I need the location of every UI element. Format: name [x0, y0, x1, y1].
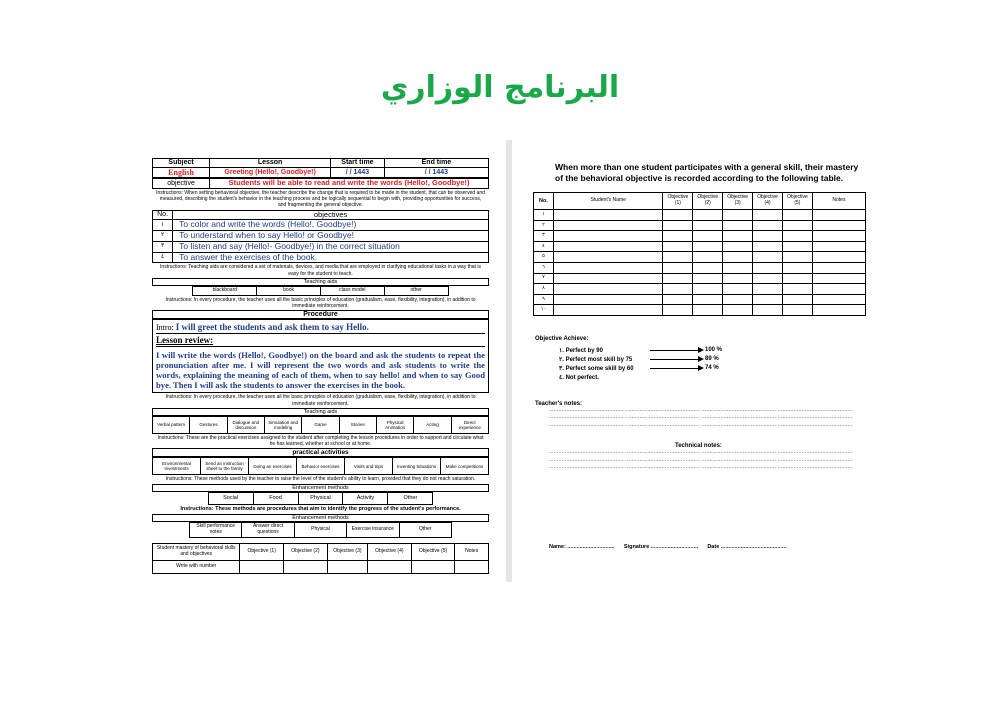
teaching-aids-2-table — [152, 416, 489, 434]
evaluation-cell: Exercise insurance — [347, 522, 399, 537]
tracking-cell[interactable] — [782, 220, 812, 231]
aid2-cell: Simulation and modeling — [264, 416, 301, 433]
instructions-evaluation: Instructions: These methods are procedures that aim to identify the progress of the student's performance. — [180, 505, 461, 512]
aid2-cell: Acting — [414, 416, 451, 433]
instructions-activities: Instructions: These are the practical exercises assigned to the student after completing the lesson procedures in order to support and circulate what he has learned, whether at school or at home. — [157, 434, 484, 448]
evaluation-table — [189, 522, 452, 538]
instructions-enhancement: Instructions: These methods used by the teacher to raise the level of the student's ability to learn, provided that they do not reach saturation. — [165, 476, 476, 483]
tracking-cell[interactable] — [553, 273, 663, 284]
row-number: ١ — [534, 210, 554, 221]
enhancement-cell: Physical — [298, 492, 343, 504]
enhancement-table — [208, 492, 434, 505]
tracking-cell[interactable] — [553, 305, 663, 316]
tracking-cell[interactable] — [553, 284, 663, 295]
tracking-cell[interactable] — [812, 262, 865, 273]
tracking-cell[interactable] — [723, 305, 753, 316]
achieve-label: ٣. Perfect some skill by 60 — [559, 365, 634, 372]
col-objective: Objective (5) — [782, 193, 812, 210]
mastery-col: Objective (3) — [327, 543, 367, 560]
col-notes: Notes — [812, 193, 865, 210]
mastery-cell — [327, 560, 367, 573]
page-title: البرنامج الوزاري — [380, 70, 620, 105]
tracking-cell[interactable] — [812, 210, 865, 221]
teacher-notes-line[interactable]: ............................................... ............................................... ............................................... ............................................... — [549, 406, 853, 413]
tracking-cell[interactable] — [753, 305, 783, 316]
mastery-cell — [368, 560, 412, 573]
activity-cell: Send an instruction sheet to the family — [201, 458, 249, 475]
objective-item — [153, 241, 489, 252]
col-student-name: Student's Name — [553, 193, 663, 210]
tracking-cell[interactable] — [693, 284, 723, 295]
aid2-cell: Verbal pattern — [153, 416, 190, 433]
objective-item-text: To listen and say (Hello!- Goodbye!) in the correct situation — [173, 241, 489, 252]
mastery-cell — [455, 560, 489, 573]
objectives-header: objectives — [173, 210, 489, 220]
tracking-cell[interactable] — [812, 284, 865, 295]
evaluation-cell: Skill performance notes — [190, 522, 242, 537]
tracking-cell[interactable] — [553, 252, 663, 263]
row-number: ٩ — [534, 294, 554, 305]
activity-cell: Doing an exercises — [249, 458, 297, 475]
lesson-review-label: Lesson review: — [156, 334, 485, 347]
tracking-cell[interactable] — [693, 231, 723, 242]
col-objective: Objective (4) — [753, 193, 783, 210]
row-number: ٦ — [534, 262, 554, 273]
tracking-cell[interactable] — [782, 284, 812, 295]
tracking-cell[interactable] — [723, 210, 753, 221]
tracking-cell[interactable] — [693, 294, 723, 305]
intro-label: Intro: — [156, 323, 174, 333]
tracking-cell[interactable] — [723, 273, 753, 284]
tracking-cell[interactable] — [553, 210, 663, 221]
evaluation-cell: Other — [399, 522, 451, 537]
objective-item — [153, 220, 489, 231]
intro-line — [156, 321, 485, 334]
aid2-cell: Dialogue and discussion — [227, 416, 264, 433]
tracking-cell[interactable] — [663, 252, 693, 263]
tracking-cell[interactable] — [663, 262, 693, 273]
instructions-aids: Instructions: Teaching aids are considered a set of materials, devices, and media that are employed in clarifying educational tasks in a way that is easy for the student to teach. — [160, 264, 481, 277]
tracking-cell[interactable] — [693, 262, 723, 273]
tracking-cell[interactable] — [723, 241, 753, 252]
instructions-procedure: Instructions: In every procedure, the teacher uses all the basic principles of education (gradualism, ease, flexibility, integration), in addition to immediate reinforcement. — [165, 296, 476, 310]
mastery-col: Notes — [455, 543, 489, 560]
tracking-cell[interactable] — [753, 252, 783, 263]
aid2-cell: Gestures — [190, 416, 227, 433]
end-time-header: End time — [384, 159, 488, 168]
tracking-cell[interactable] — [812, 294, 865, 305]
achieve-row — [535, 374, 866, 383]
tracking-cell[interactable] — [753, 284, 783, 295]
objective-achieve — [533, 336, 866, 383]
mastery-cell — [411, 560, 455, 573]
mastery-col: Objective (2) — [284, 543, 328, 560]
tracking-cell[interactable] — [812, 231, 865, 242]
teaching-aids-table — [192, 286, 448, 296]
tracking-row — [534, 231, 866, 242]
objective-item-text: To answer the exercises of the book. — [173, 252, 489, 263]
tracking-cell[interactable] — [723, 284, 753, 295]
teaching-aids-title: Teaching aids — [152, 278, 489, 286]
signature-field[interactable]: Signature ............................... — [623, 544, 699, 550]
tracking-table — [533, 192, 866, 316]
start-time-value: / / 1443 — [331, 168, 385, 178]
achieve-pct: 100 % — [705, 346, 723, 353]
subject-header: Subject — [153, 159, 210, 168]
tracking-row — [534, 241, 866, 252]
objective-label: objective — [153, 179, 210, 189]
tracking-row — [534, 294, 866, 305]
mastery-col: Objective (5) — [411, 543, 455, 560]
tracking-row — [534, 273, 866, 284]
tracking-cell[interactable] — [663, 241, 693, 252]
lesson-review-text: I will write the words (Hello!, Goodbye!) on the board and ask the students to repeat the pronunciation after me. I will represent the two words and ask students to write the words, explaining the meaning of each of them, when to say hello! and when to say Good bye. Then I will ask the students to answer the exercises in the book. — [156, 350, 485, 391]
tracking-row — [534, 252, 866, 263]
arrow-icon — [650, 368, 702, 369]
tracking-cell[interactable] — [663, 305, 693, 316]
tracking-cell[interactable] — [663, 294, 693, 305]
tracking-cell[interactable] — [782, 210, 812, 221]
arrow-icon — [650, 350, 702, 351]
activity-cell: Visits and trips — [345, 458, 393, 475]
activity-cell: Make competitions — [441, 458, 489, 475]
page-divider — [506, 140, 512, 582]
activity-cell: Behavior exercises — [297, 458, 345, 475]
procedure-box — [152, 319, 489, 393]
row-number: ٧ — [534, 273, 554, 284]
achieve-title: Objective Achieve: — [535, 335, 589, 342]
activity-cell: Inventing Situations — [393, 458, 441, 475]
evaluation-cell: Answer direct questions — [242, 522, 294, 537]
tracking-cell[interactable] — [782, 305, 812, 316]
tracking-cell[interactable] — [723, 294, 753, 305]
technical-notes-line[interactable]: ............................................... ............................................... ............................................... ............................................... — [549, 449, 853, 456]
tracking-row — [534, 210, 866, 221]
tracking-cell[interactable] — [723, 220, 753, 231]
technical-notes-line[interactable]: ............................................... ............................................... ............................................... ............................................... — [549, 464, 853, 471]
achieve-pct: 74 % — [705, 364, 719, 371]
write-number-label: Write with number — [153, 560, 240, 573]
tracking-row — [534, 305, 866, 316]
tracking-cell[interactable] — [782, 294, 812, 305]
tracking-cell[interactable] — [782, 231, 812, 242]
tracking-cell[interactable] — [812, 252, 865, 263]
lesson-plan-page — [152, 158, 489, 574]
aid-cell: book — [257, 286, 321, 295]
name-field[interactable]: Name: ............................... — [549, 544, 615, 550]
tracking-cell[interactable] — [753, 273, 783, 284]
end-time-value: / / 1443 — [384, 168, 488, 178]
tracking-cell[interactable] — [782, 252, 812, 263]
technical-notes-line[interactable]: ............................................... ............................................... ............................................... ............................................... — [549, 456, 853, 463]
instructions-procedure-2: Instructions: In every procedure, the teacher uses all the basic principles of education (gradualism, ease, flexibility, integration), in addition to immediate reinforcement. — [165, 394, 476, 407]
aid-cell: class model — [320, 286, 384, 295]
tracking-cell[interactable] — [812, 273, 865, 284]
teaching-aids-2-title: Teaching aids — [152, 408, 489, 416]
tracking-cell[interactable] — [693, 305, 723, 316]
teacher-notes-label: Teacher's notes: — [535, 400, 582, 407]
objective-item-text: To color and write the words (Hello!, Goodbye!) — [173, 220, 489, 231]
aid2-cell: Direct experience — [451, 416, 488, 433]
objective-row — [152, 178, 489, 189]
tracking-cell[interactable] — [753, 241, 783, 252]
tracking-row — [534, 220, 866, 231]
mastery-cell — [240, 560, 284, 573]
row-number: ٢ — [534, 220, 554, 231]
objective-number: ٤ — [153, 252, 173, 263]
col-objective: Objective (2) — [693, 193, 723, 210]
enhancement-cell: Food — [253, 492, 298, 504]
tracking-cell[interactable] — [723, 262, 753, 273]
achieve-row — [535, 356, 866, 365]
achieve-label: ٤. Not perfect. — [559, 374, 599, 381]
objectives-table — [152, 210, 489, 264]
achieve-label: ٢. Perfect most skill by 75 — [559, 356, 633, 363]
tracking-page — [533, 158, 866, 550]
evaluation-cell: Physical — [294, 522, 346, 537]
tracking-cell[interactable] — [753, 294, 783, 305]
procedure-title: Procedure — [152, 310, 489, 319]
teacher-notes-line[interactable]: ............................................... ............................................... ............................................... ............................................... — [549, 414, 853, 421]
col-objective: Objective (1) — [663, 193, 693, 210]
objective-text: Students will be able to read and write the words (Hello!, Goodbye!) — [210, 179, 489, 189]
tracking-cell[interactable] — [693, 241, 723, 252]
date-field[interactable]: Date ........................................... — [707, 544, 787, 550]
tracking-cell[interactable] — [663, 231, 693, 242]
tracking-cell[interactable] — [812, 305, 865, 316]
row-number: ٨ — [534, 284, 554, 295]
mastery-col: Objective (4) — [368, 543, 412, 560]
tracking-cell[interactable] — [693, 273, 723, 284]
achieve-pct: 89 % — [705, 355, 719, 362]
teacher-notes-line[interactable]: ............................................... ............................................... ............................................... ............................................... — [549, 421, 853, 428]
row-number: ٣ — [534, 231, 554, 242]
tracking-cell[interactable] — [782, 262, 812, 273]
aid2-cell: Game — [302, 416, 339, 433]
tracking-cell[interactable] — [693, 220, 723, 231]
arrow-icon — [650, 359, 702, 360]
activities-title: practical activities — [152, 448, 489, 457]
intro-text: I will greet the students and ask them to say Hello. — [175, 322, 369, 333]
enhancement-title: Enhancement methods — [152, 484, 489, 492]
technical-notes-label: Technical notes: — [675, 443, 722, 450]
tracking-row — [534, 262, 866, 273]
lesson-value: Greeting (Hello!, Goodbye!) — [210, 168, 331, 178]
aid-cell: blackboard — [193, 286, 257, 295]
col-objective: Objective (3) — [723, 193, 753, 210]
start-time-header: Start time — [331, 159, 385, 168]
tracking-rows — [534, 210, 866, 316]
tracking-cell[interactable] — [753, 220, 783, 231]
tracking-cell[interactable] — [753, 262, 783, 273]
tracking-cell[interactable] — [723, 252, 753, 263]
aid-cell: other — [384, 286, 448, 295]
enhancement-cell: Activity — [343, 492, 388, 504]
activity-cell: Environmental Investments — [153, 458, 201, 475]
tracking-cell[interactable] — [553, 262, 663, 273]
tracking-cell[interactable] — [753, 210, 783, 221]
achieve-row — [535, 365, 866, 374]
achieve-label: ١. Perfect by 90 — [559, 347, 603, 354]
aid2-cell: Physical Animation — [376, 416, 413, 433]
signature-line — [549, 544, 787, 550]
mastery-label: Student mastery of behavioral skills and objectives — [153, 543, 240, 560]
instructions-behavioral: Instructions: When setting behavioral objective, the teacher describe the change that is required to be made in the student, that can be observed and measured, describing the student's behavior in the teaching process and be logically sequential to begin with, providing opportunities for success, and fragmenting the general objective. — [156, 189, 485, 209]
achieve-row — [535, 347, 866, 356]
tracking-cell[interactable] — [693, 252, 723, 263]
aid2-cell: Stories — [339, 416, 376, 433]
col-no: No. — [534, 193, 554, 210]
activities-table — [152, 457, 489, 475]
objective-number: ٣ — [153, 241, 173, 252]
row-number: ١٠ — [534, 305, 554, 316]
tracking-cell[interactable] — [553, 294, 663, 305]
objective-item — [153, 252, 489, 263]
mastery-col: Objective (1) — [240, 543, 284, 560]
tracking-cell[interactable] — [782, 241, 812, 252]
enhancement-cell: Other — [388, 492, 433, 504]
tracking-heading: When more than one student participates with a general skill, their mastery of the behavioral objective is recorded according to the following table. — [555, 162, 859, 184]
objective-number: ٢ — [153, 231, 173, 242]
objectives-no-header: No. — [153, 210, 173, 220]
tracking-cell[interactable] — [553, 231, 663, 242]
objective-item — [153, 231, 489, 242]
enhancement-cell: Social — [208, 492, 253, 504]
tracking-cell[interactable] — [553, 220, 663, 231]
lesson-header-table — [152, 158, 489, 178]
objective-item-text: To understand when to say Hello! or Goodbye! — [173, 231, 489, 242]
tracking-cell[interactable] — [753, 231, 783, 242]
lesson-header: Lesson — [210, 159, 331, 168]
mastery-cell — [284, 560, 328, 573]
tracking-cell[interactable] — [663, 210, 693, 221]
tracking-cell[interactable] — [723, 231, 753, 242]
row-number: ٥ — [534, 252, 554, 263]
objective-number: ١ — [153, 220, 173, 231]
tracking-cell[interactable] — [812, 220, 865, 231]
tracking-cell[interactable] — [663, 220, 693, 231]
mastery-table — [152, 543, 489, 574]
evaluation-title: Enhancement methods — [152, 514, 489, 522]
tracking-cell[interactable] — [553, 241, 663, 252]
tracking-cell[interactable] — [663, 273, 693, 284]
tracking-row — [534, 284, 866, 295]
tracking-cell[interactable] — [663, 284, 693, 295]
tracking-cell[interactable] — [812, 241, 865, 252]
tracking-cell[interactable] — [693, 210, 723, 221]
row-number: ٤ — [534, 241, 554, 252]
subject-value: English — [153, 168, 210, 178]
tracking-cell[interactable] — [782, 273, 812, 284]
